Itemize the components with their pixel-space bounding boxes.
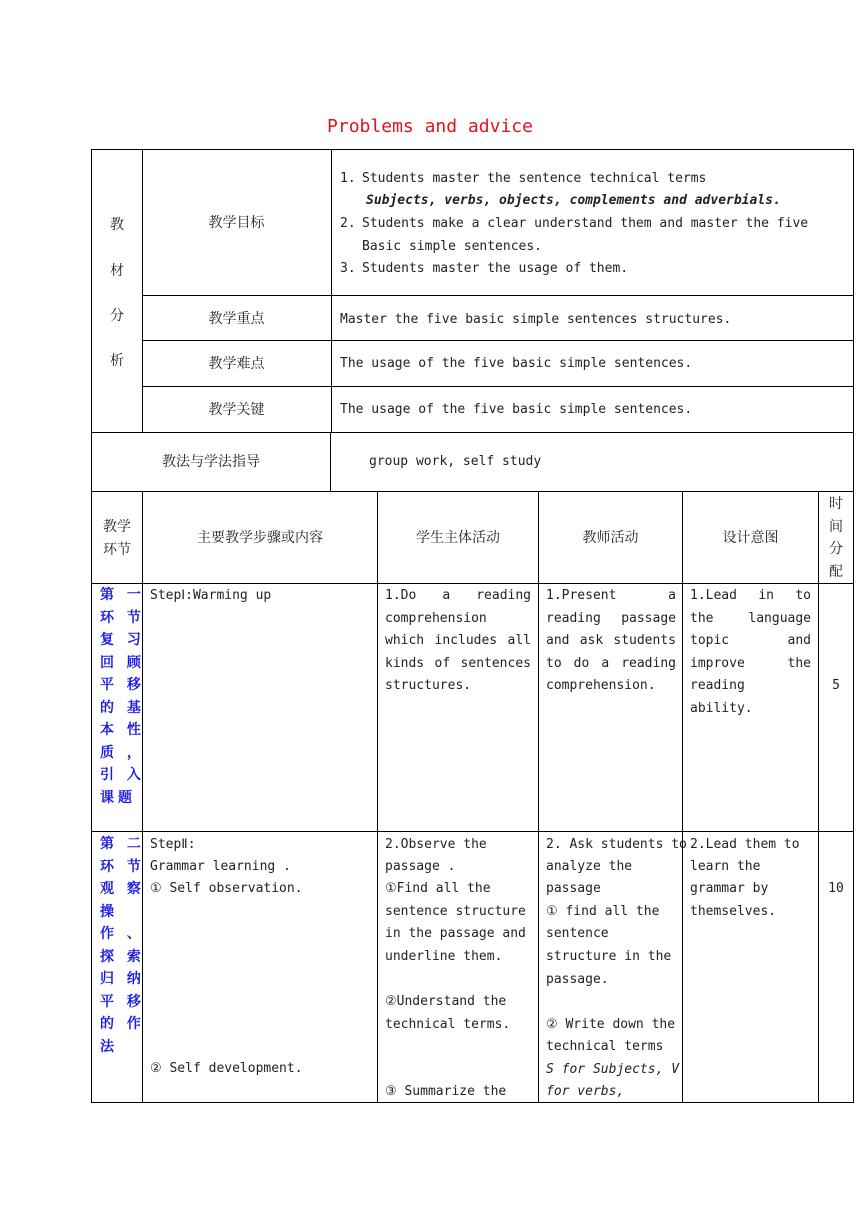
header-steps: 主要教学步骤或内容 <box>197 530 323 546</box>
stage1-student: 1.Do a reading comprehension which includes all kinds of sentences structures. <box>385 588 531 693</box>
goal-item: Students make a clear understand them and master the five <box>362 216 809 231</box>
stage1-time: 5 <box>832 678 840 693</box>
stage1-name: 第 一 环 节 复 习 回 顾 平 移 的 基 本 性 质 ， 引 入 课题 <box>100 587 145 806</box>
stage1-teacher: 1.Present a reading passage and ask students to do a reading comprehension. <box>546 588 676 693</box>
stage2-name: 第 二 环 节 观 察 操 作 、 探 索 归 纳 平 移 的 作 法 <box>100 836 145 1055</box>
stage1-intent: 1.Lead in to the language topic and improve the reading ability. <box>690 588 811 716</box>
stage2-time: 10 <box>828 881 844 896</box>
key-text: The usage of the five basic simple sentences. <box>340 402 693 417</box>
header-stage: 教学 环节 <box>103 519 131 558</box>
goal-item: Students master the usage of them. <box>362 261 629 276</box>
difficulty-text: The usage of the five basic simple sentences. <box>340 356 693 371</box>
header-time: 时 间 分 配 <box>829 496 843 580</box>
header-intent: 设计意图 <box>722 530 779 546</box>
header-student: 学生主体活动 <box>416 530 500 546</box>
document-title: Problems and advice <box>327 116 533 137</box>
key-point-label: 教学重点 <box>208 311 265 327</box>
stage1-steps: StepⅠ:Warming up <box>150 588 272 603</box>
goal-item: Students master the sentence technical terms <box>362 171 707 186</box>
method-text: group work, self study <box>369 454 542 469</box>
goal-terms: Subjects, verbs, objects, complements and adverbials. <box>366 193 781 208</box>
key-point-text: Master the five basic simple sentences structures. <box>340 312 732 327</box>
header-teacher: 教师活动 <box>582 530 639 546</box>
goal-label: 教学目标 <box>208 215 265 231</box>
key-label: 教学关键 <box>208 402 265 418</box>
method-label: 教法与学法指导 <box>162 454 260 470</box>
difficulty-label: 教学难点 <box>208 356 265 372</box>
